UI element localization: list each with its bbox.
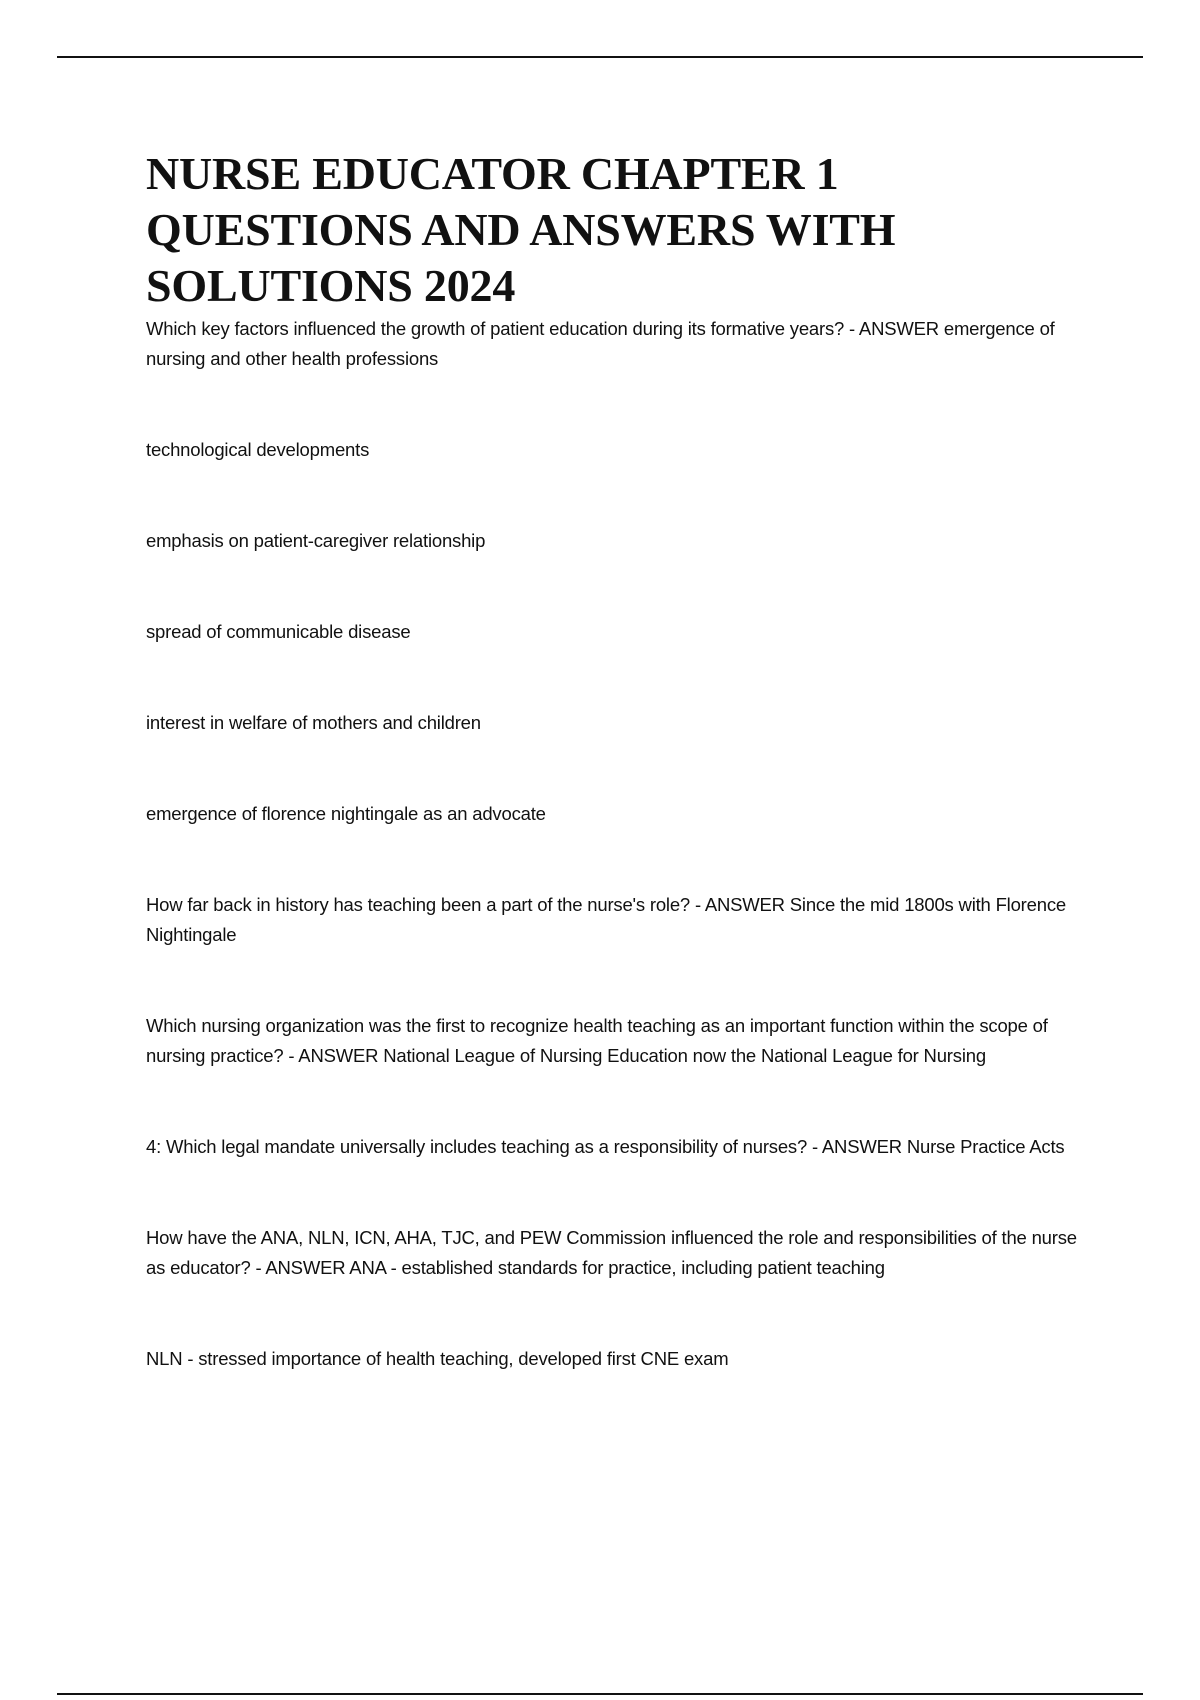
paragraph-5: interest in welfare of mothers and children [146,712,481,733]
paragraph-2: technological developments [146,439,370,460]
document-body [146,146,1096,1435]
paragraph-1: Which key factors influenced the growth of patient education during its formative years? - ANSWER emergence of nursing and other health professions [146,318,1055,369]
bottom-rule [57,1693,1143,1695]
top-rule [57,56,1143,58]
paragraph-4: spread of communicable disease [146,621,411,642]
paragraph-6: emergence of florence nightingale as an advocate [146,803,546,824]
paragraph-10: How have the ANA, NLN, ICN, AHA, TJC, and PEW Commission influenced the role and responsibilities of the nurse as educator? - ANSWER ANA - established standards for practice, including patient teaching [146,1227,1077,1278]
paragraph-11: NLN - stressed importance of health teaching, developed first CNE exam [146,1348,729,1369]
document-title: NURSE EDUCATOR CHAPTER 1 QUESTIONS AND ANSWERS WITH SOLUTIONS 2024 [146,148,896,311]
paragraph-8: Which nursing organization was the first to recognize health teaching as an important function within the scope of nursing practice? - ANSWER National League of Nursing Education now the National League for Nursing [146,1015,1048,1066]
paragraph-3: emphasis on patient-caregiver relationship [146,530,486,551]
paragraph-7: How far back in history has teaching been a part of the nurse's role? - ANSWER Since the mid 1800s with Florence Nightingale [146,894,1066,945]
paragraph-9: 4: Which legal mandate universally includes teaching as a responsibility of nurses? - ANSWER Nurse Practice Acts [146,1136,1065,1157]
